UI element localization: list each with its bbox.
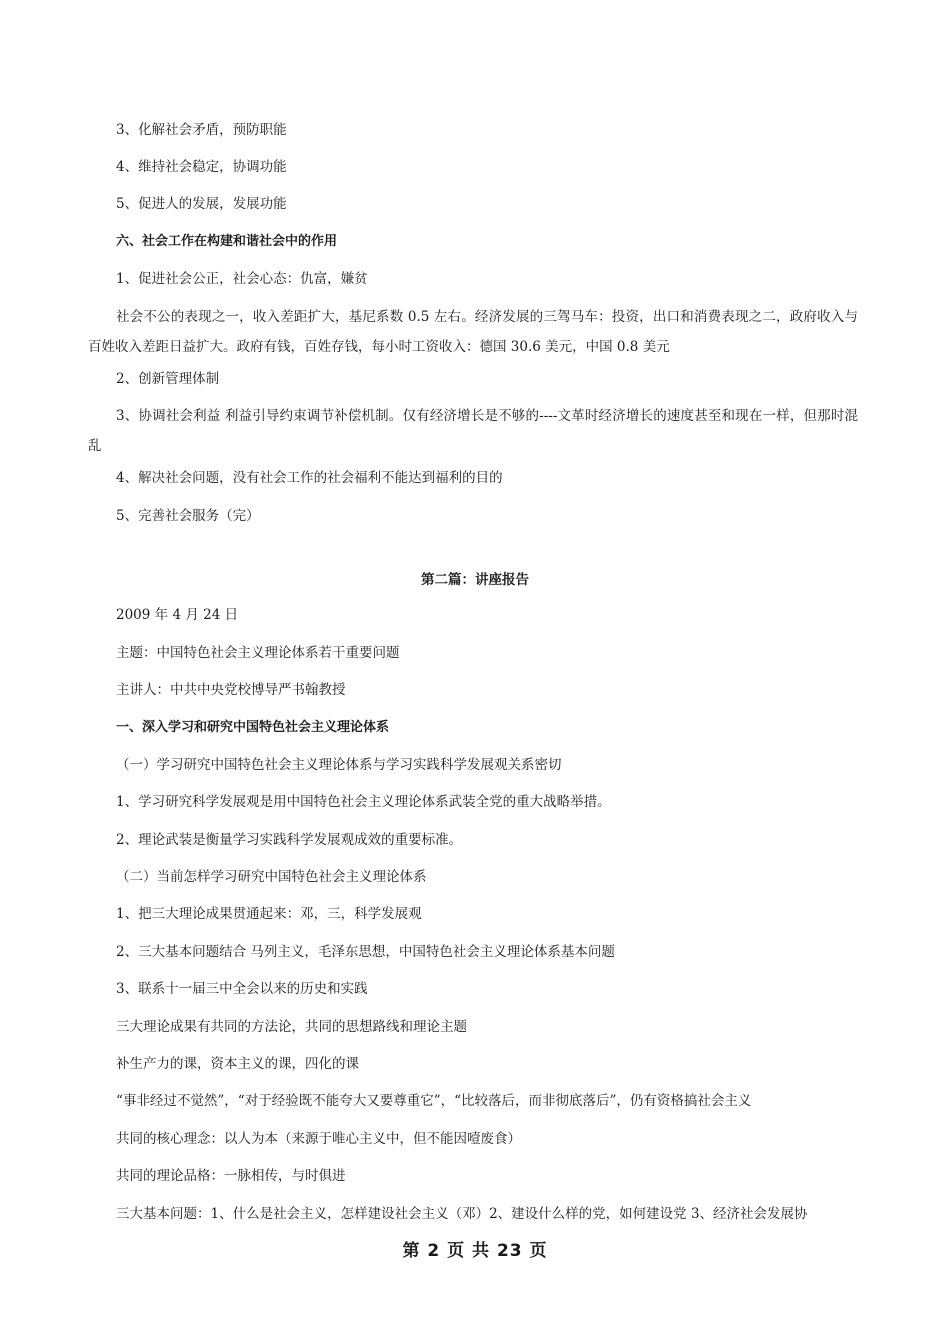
subsection-heading: （二）当前怎样学习研究中国特色社会主义理论体系 (116, 869, 427, 885)
list-item: 2、理论武装是衡量学习实践科学发展观成效的重要标准。 (116, 832, 463, 848)
note-line: 共同的核心理念：以人为本（来源于唯心主义中，但不能因噎废食） (116, 1131, 521, 1147)
list-item: 2、创新管理体制 (116, 371, 220, 387)
list-item: 1、把三大理论成果贯通起来：邓，三，科学发展观 (116, 906, 422, 922)
topic: 主题：中国特色社会主义理论体系若干重要问题 (116, 645, 400, 661)
date: 2009 年 4 月 24 日 (116, 607, 239, 623)
note-line: “事非经过不觉然”，“对于经验既不能夸大又要尊重它”，“比较落后，而非彻底落后”，仍有资格搞社会主义 (116, 1093, 752, 1109)
note-line: 三大基本问题：1、什么是社会主义，怎样建设社会主义（邓）2、建设什么样的党，如何建设党 3、经济社会发展协 (116, 1206, 808, 1222)
list-item: 1、促进社会公正，社会心态：仇富，嫌贫 (116, 271, 368, 287)
subsection-heading: （一）学习研究中国特色社会主义理论体系与学习实践科学发展观关系密切 (116, 757, 562, 773)
list-item: 5、完善社会服务（完） (116, 508, 260, 524)
part-title: 第二篇：讲座报告 (421, 572, 529, 588)
note-line: 补生产力的课，资本主义的课，四化的课 (116, 1056, 359, 1072)
page-number-footer: 第 2 页 共 23 页 (402, 1241, 548, 1261)
list-item: 3、联系十一届三中全会以来的历史和实践 (116, 981, 368, 997)
paragraph: 3、协调社会利益 利益引导约束调节补偿机制。仅有经济增长是不够的----文革时经济增长的速度甚至和现在一样，但那时混乱 (88, 408, 858, 454)
list-item: 5、促进人的发展，发展功能 (116, 196, 287, 212)
paragraph: 社会不公的表现之一，收入差距扩大，基尼系数 0.5 左右。经济发展的三驾马车：投资，出口和消费表现之二，政府收入与百姓收入差距日益扩大。政府有钱，百姓存钱，每小时工资收入：德国 30.6 美元，中国 0.8 美元 (88, 309, 858, 355)
list-item: 2、三大基本问题结合 马列主义，毛泽东思想，中国特色社会主义理论体系基本问题 (116, 944, 615, 960)
section-heading: 六、社会工作在构建和谐社会中的作用 (116, 234, 338, 249)
speaker: 主讲人：中共中央党校博导严书翰教授 (116, 682, 346, 698)
section-heading: 一、深入学习和研究中国特色社会主义理论体系 (116, 720, 390, 735)
list-item: 4、维持社会稳定，协调功能 (116, 159, 287, 175)
list-item: 3、化解社会矛盾，预防职能 (116, 122, 287, 138)
note-line: 共同的理论品格：一脉相传，与时俱进 (116, 1168, 346, 1184)
list-item: 4、解决社会问题，没有社会工作的社会福利不能达到福利的目的 (116, 470, 503, 486)
note-line: 三大理论成果有共同的方法论，共同的思想路线和理论主题 (116, 1019, 467, 1035)
list-item: 1、学习研究科学发展观是用中国特色社会主义理论体系武装全党的重大战略举措。 (116, 794, 611, 810)
